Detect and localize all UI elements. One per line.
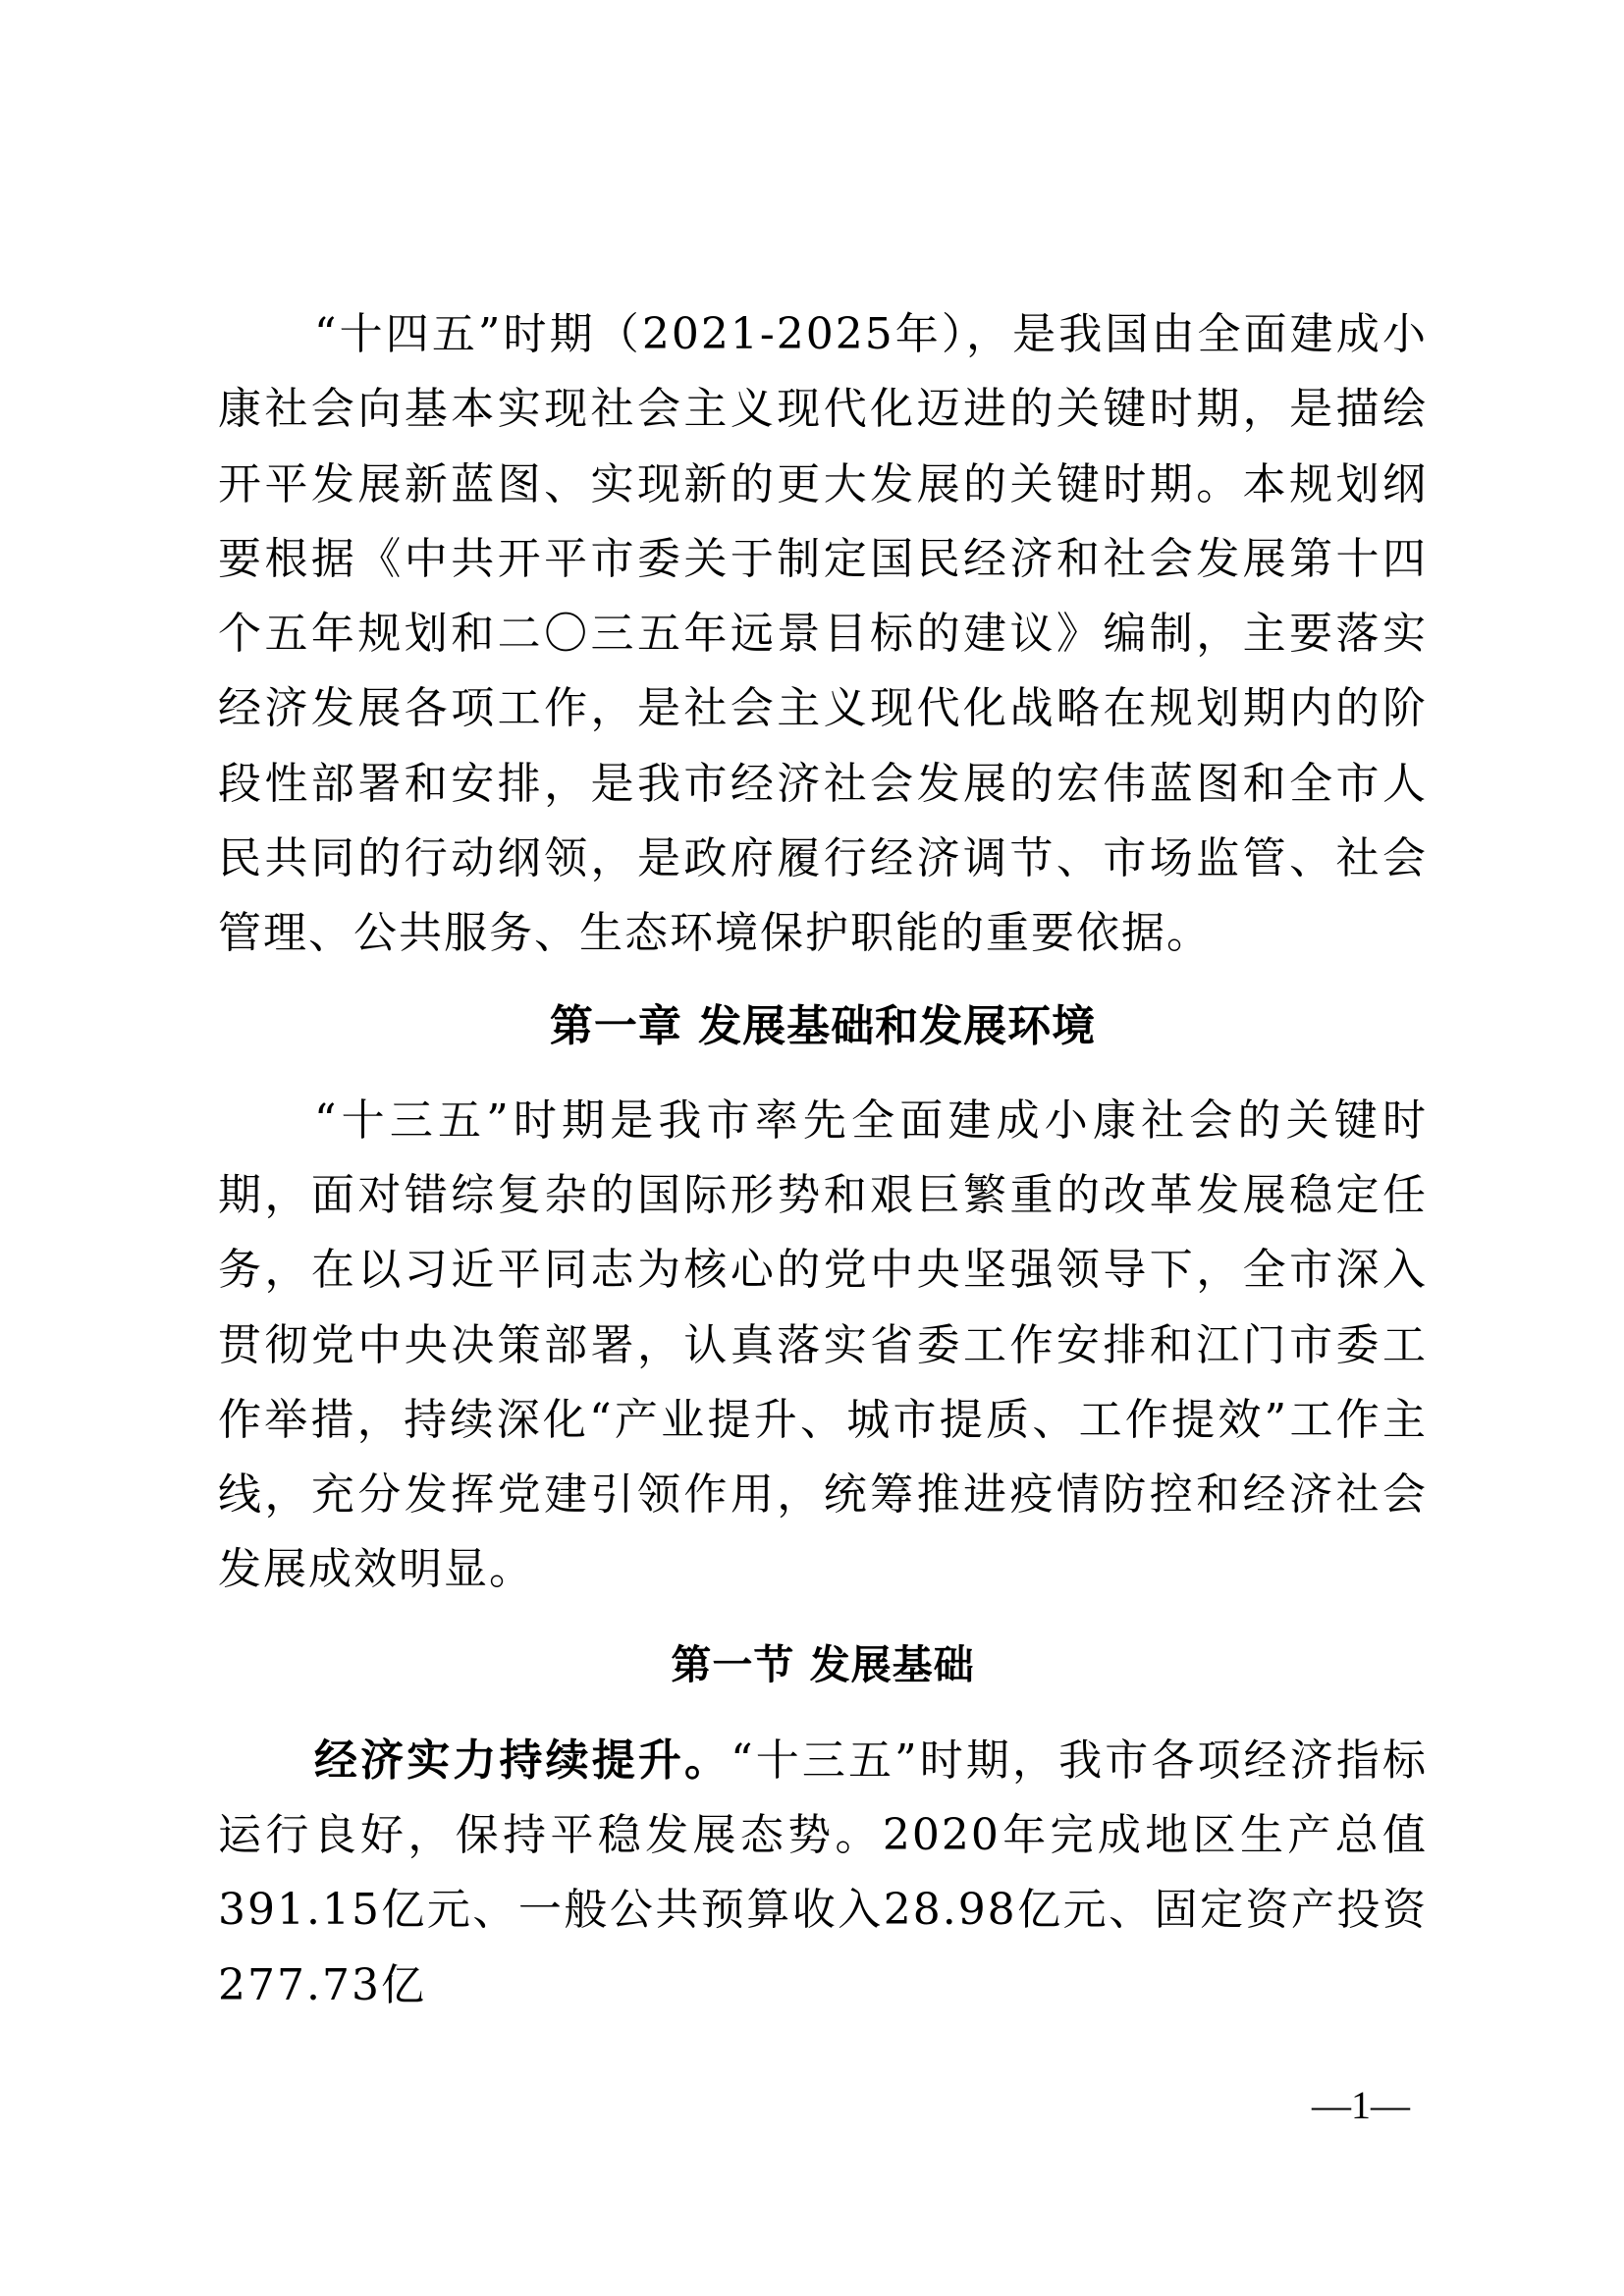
section-paragraph — [218, 1724, 1428, 2023]
paragraph-body: “十三五”时期，我市各项经济指标运行良好，保持平稳发展态势。2020年完成地区生产总值391.15亿元、一般公共预算收入28.98亿元、固定资产投资277.73亿 — [218, 1735, 1428, 2010]
page-number: —1— — [1312, 2083, 1410, 2127]
page-content — [218, 297, 1428, 2023]
chapter-title: 第一章 发展基础和发展环境 — [549, 1000, 1097, 1051]
section-title: 第一节 发展基础 — [671, 1640, 975, 1688]
chapter-intro-paragraph: “十三五”时期是我市率先全面建成小康社会的关键时期，面对错综复杂的国际形势和艰巨繁重的改革发展稳定任务，在以习近平同志为核心的党中央坚强领导下，全市深入贯彻党中央决策部署，认真落实省委工作安排和江门市委工作举措，持续深化“产业提升、城市提质、工作提效”工作主线，充分发挥党建引领作用，统筹推进疫情防控和经济社会发展成效明显。 — [218, 1095, 1428, 1595]
intro-paragraph: “十四五”时期（2021-2025年），是我国由全面建成小康社会向基本实现社会主义现代化迈进的关键时期，是描绘开平发展新蓝图、实现新的更大发展的关键时期。本规划纲要根据《中共开平市委关于制定国民经济和社会发展第十四个五年规划和二〇三五年远景目标的建议》编制，主要落实经济发展各项工作，是社会主义现代化战略在规划期内的阶段性部署和安排，是我市经济社会发展的宏伟蓝图和全市人民共同的行动纲领，是政府履行经济调节、市场监管、社会管理、公共服务、生态环境保护职能的重要依据。 — [218, 309, 1428, 959]
paragraph-lead-heading: 经济实力持续提升。 — [314, 1735, 731, 1786]
